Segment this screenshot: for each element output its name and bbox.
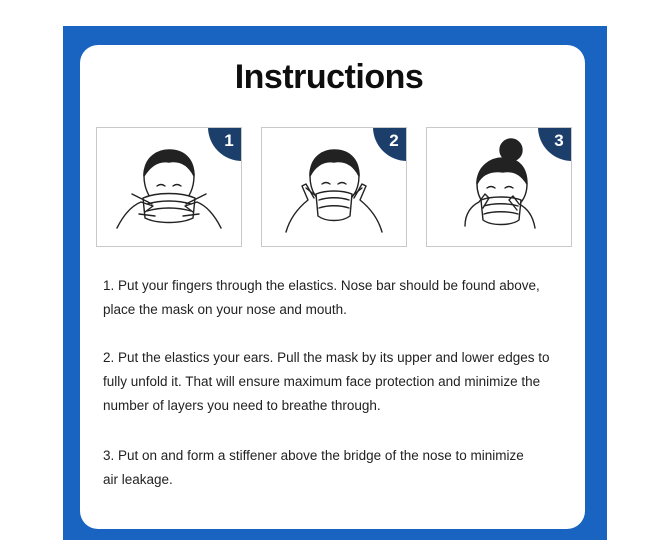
step-panel-3 — [426, 127, 572, 247]
step-2-text: 2. Put the elastics your ears. Pull the mask by its upper and lower edges to fully unfold it. That will ensure maximum face protection and minimize the number of layers you need to breathe through. — [103, 350, 550, 413]
step-number-badge: 3 — [554, 131, 564, 150]
step-number-badge: 2 — [389, 131, 399, 150]
step-3-text: 3. Put on and form a stiffener above the bridge of the nose to minimize air leakage. — [103, 448, 524, 487]
step-1-text: 1. Put your fingers through the elastics. Nose bar should be found above, place the mask on your nose and mouth. — [103, 278, 540, 317]
step-number-badge: 1 — [224, 131, 234, 150]
step-panel-2 — [261, 127, 407, 247]
page-title: Instructions — [234, 58, 424, 96]
step-panel-1 — [96, 127, 242, 247]
